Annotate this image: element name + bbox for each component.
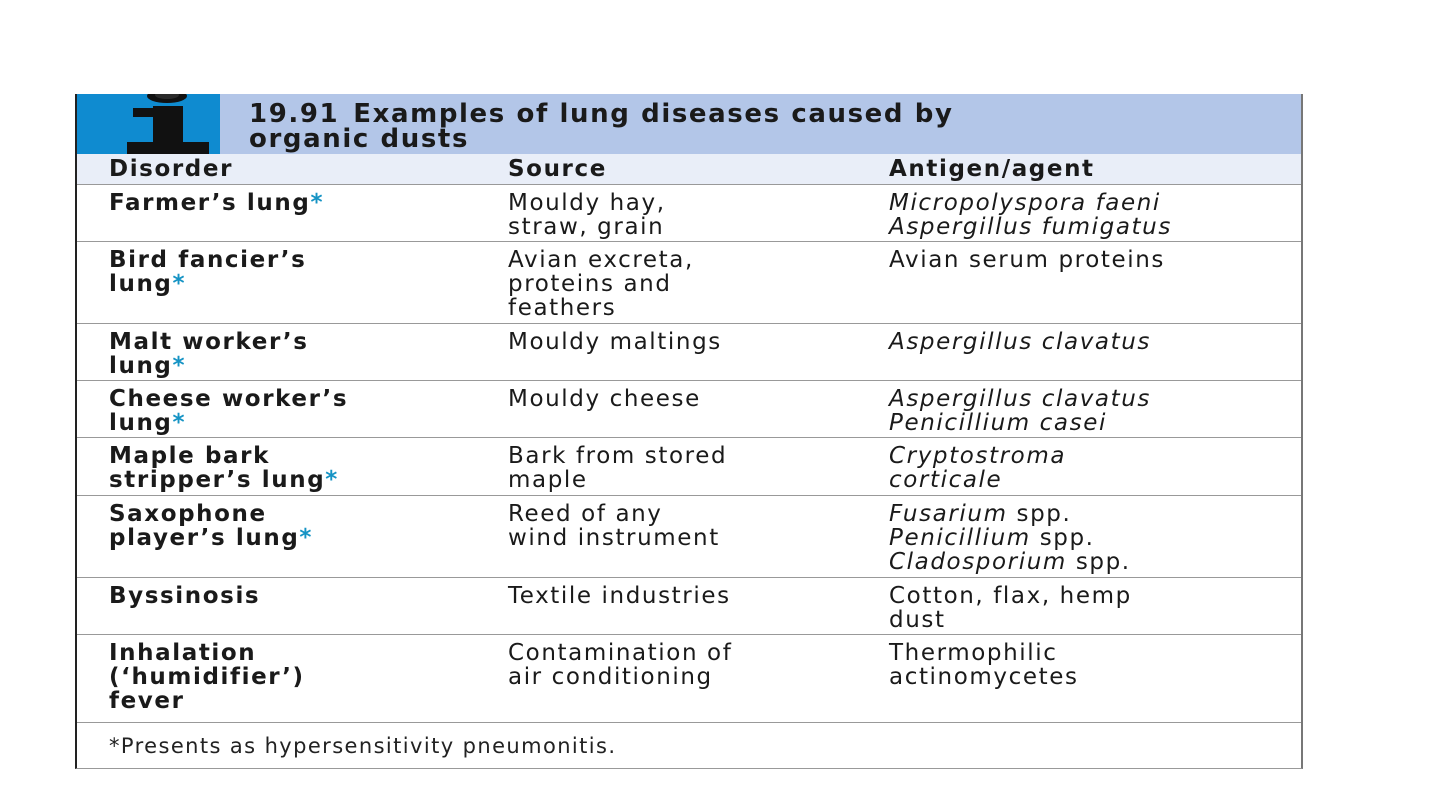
agent-cell	[889, 502, 1131, 574]
table-title-text: Examples of lung diseases caused by organic dusts	[249, 99, 954, 154]
table-row	[77, 635, 1301, 723]
asterisk: *	[172, 410, 187, 436]
disorder-text: Inhalation (‘humidifier’) fever	[109, 640, 305, 714]
disorder-text: Farmer’s lung	[109, 190, 311, 216]
agent-text: Avian serum proteins	[889, 247, 1165, 273]
source-text: Bark from stored maple	[508, 443, 728, 493]
agent-cell	[889, 248, 1165, 272]
agent-text: Micropolyspora faeni Aspergillus fumigatus	[889, 190, 1172, 240]
source-text: Mouldy cheese	[508, 386, 701, 412]
header-antigen: Antigen/agent	[889, 156, 1095, 182]
disorder-cell	[109, 387, 348, 435]
source-text: Textile industries	[508, 583, 731, 609]
agent-cell	[889, 584, 1132, 632]
asterisk: *	[172, 271, 187, 297]
table-number: 19.91	[249, 99, 340, 129]
disorder-cell	[109, 584, 260, 608]
info-block	[77, 94, 220, 154]
asterisk: *	[325, 467, 339, 493]
info-i-icon	[77, 94, 220, 154]
source-text: Avian excreta, proteins and feathers	[508, 247, 694, 321]
agent-cell	[889, 191, 1172, 239]
agent-line	[889, 502, 1131, 526]
asterisk: *	[172, 353, 187, 379]
disorder-text: Saxophone player’s lung	[109, 501, 300, 551]
source-cell	[508, 584, 731, 608]
disorder-text: Bird fancier’s lung	[109, 247, 307, 297]
table-header-row	[77, 154, 1301, 185]
source-text: Mouldy maltings	[508, 329, 722, 355]
source-cell	[508, 387, 701, 411]
table-row	[77, 324, 1301, 381]
disorder-cell	[109, 248, 306, 296]
asterisk: *	[299, 525, 314, 551]
table-row	[77, 242, 1301, 324]
disorder-text: Maple bark stripper’s lung	[109, 443, 326, 493]
disorder-cell	[109, 444, 339, 492]
source-cell	[508, 191, 666, 239]
table-box	[75, 94, 1303, 769]
agent-text: Aspergillus clavatus	[889, 329, 1151, 355]
agent-line	[889, 526, 1131, 550]
agent-genus: Penicillium	[889, 525, 1031, 551]
agent-cell	[889, 444, 1066, 492]
agent-spp: spp.	[1007, 501, 1072, 527]
table-row	[77, 578, 1301, 635]
agent-text: Aspergillus clavatus Penicillium casei	[889, 386, 1151, 436]
source-cell	[508, 330, 722, 354]
agent-spp: spp.	[1066, 549, 1131, 575]
agent-text: Thermophilic actinomycetes	[889, 640, 1079, 690]
table-row	[77, 381, 1301, 438]
disorder-text: Malt worker’s lung	[109, 329, 309, 379]
disorder-cell	[109, 191, 324, 215]
disorder-cell	[109, 641, 305, 713]
disorder-cell	[109, 502, 313, 550]
table-row	[77, 185, 1301, 242]
agent-genus: Fusarium	[889, 501, 1008, 527]
agent-cell	[889, 641, 1079, 689]
source-cell	[508, 444, 727, 492]
disorder-cell	[109, 330, 309, 378]
agent-text: Cotton, flax, hemp dust	[889, 583, 1132, 633]
agent-cell	[889, 330, 1151, 354]
agent-genus: Cladosporium	[889, 549, 1067, 575]
agent-line	[889, 550, 1131, 574]
source-text: Mouldy hay, straw, grain	[508, 190, 666, 240]
source-text: Reed of any wind instrument	[508, 501, 720, 551]
asterisk: *	[310, 190, 325, 216]
table-footnote: *Presents as hypersensitivity pneumonitis.	[109, 734, 617, 758]
agent-cell	[889, 387, 1151, 435]
header-disorder: Disorder	[109, 156, 234, 182]
source-cell	[508, 641, 732, 689]
agent-spp: spp.	[1030, 525, 1095, 551]
table-row	[77, 438, 1301, 496]
agent-text: Cryptostroma corticale	[889, 443, 1067, 493]
disorder-text: Cheese worker’s lung	[109, 386, 349, 436]
table-title	[249, 99, 1249, 154]
source-cell	[508, 248, 694, 320]
table-row	[77, 496, 1301, 578]
source-text: Contamination of air conditioning	[508, 640, 733, 690]
disorder-text: Byssinosis	[109, 583, 261, 609]
source-cell	[508, 502, 720, 550]
header-source: Source	[508, 156, 607, 182]
